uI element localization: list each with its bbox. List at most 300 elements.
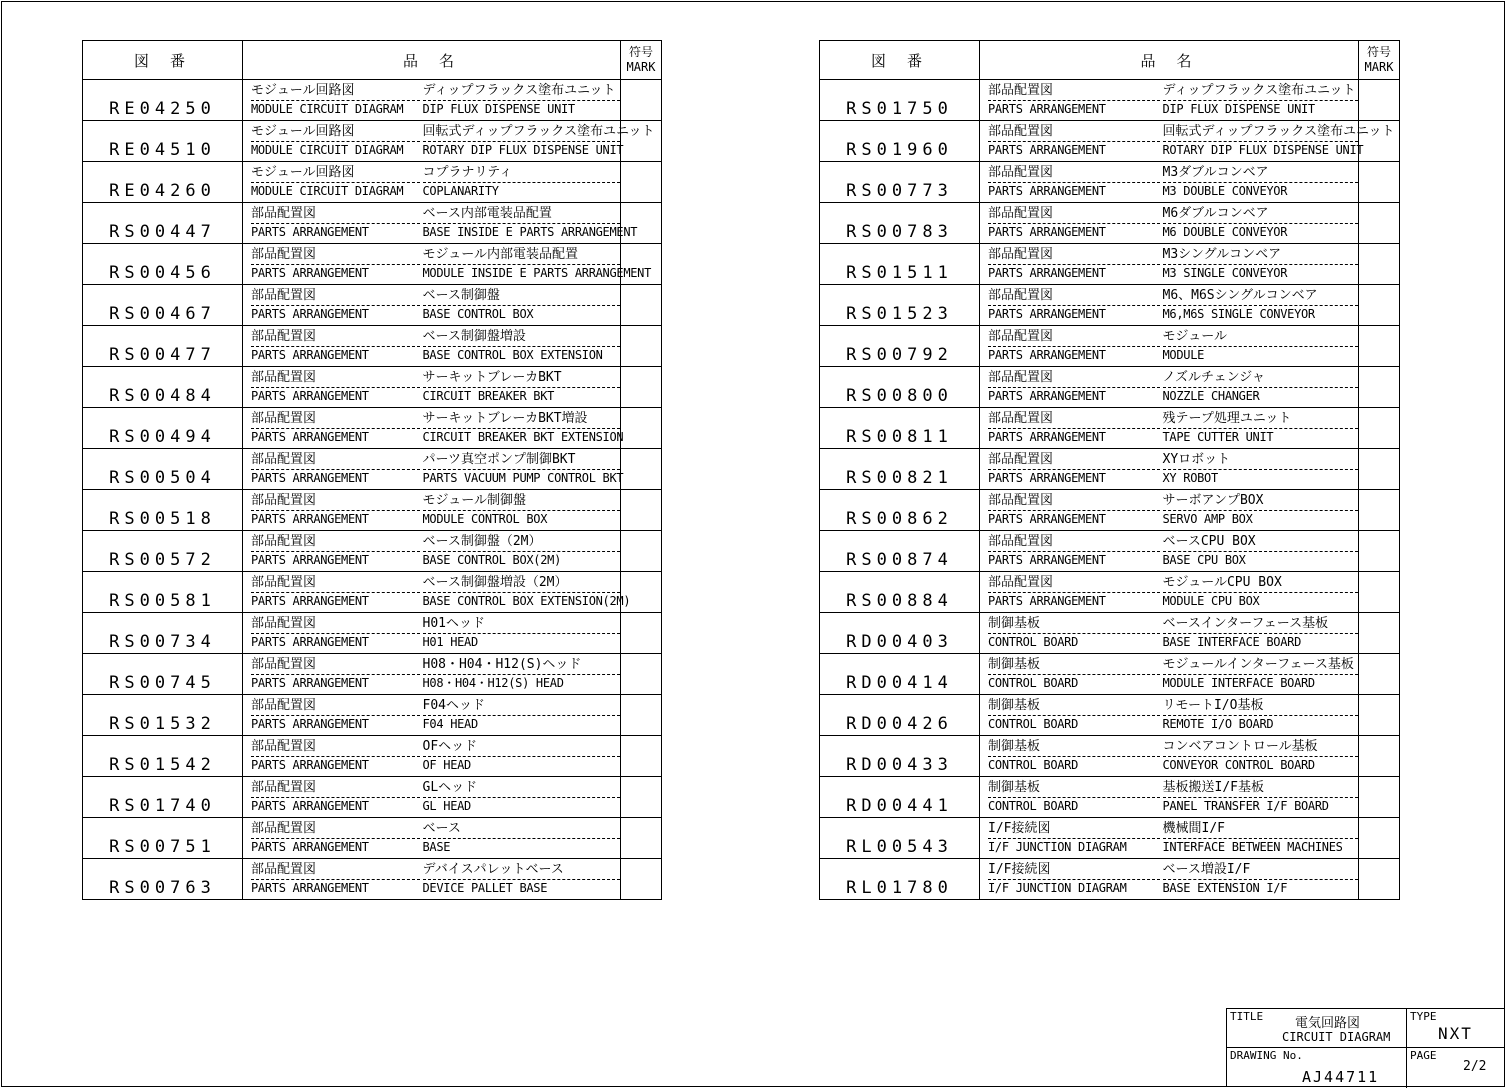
category-ja: モジュール回路図 xyxy=(251,82,420,101)
mark-cell xyxy=(621,367,662,408)
category-ja: 部品配置図 xyxy=(251,656,420,675)
table-row xyxy=(820,449,1400,490)
drawing-category xyxy=(980,367,1160,408)
category-en: PARTS ARRANGEMENT xyxy=(988,512,1106,526)
item-name xyxy=(420,285,621,326)
item-name-en: GL HEAD xyxy=(422,799,471,813)
item-name-ja: OFヘッド xyxy=(423,738,621,757)
item-name xyxy=(420,777,621,818)
item-name-ja: パーツ真空ポンプ制御BKT xyxy=(423,451,621,470)
item-name-en: PANEL TRANSFER I/F BOARD xyxy=(1162,799,1329,813)
drawing-number: RL00543 xyxy=(820,818,980,859)
category-ja: 部品配置図 xyxy=(251,492,420,511)
drawing-category xyxy=(980,859,1160,900)
category-ja: 部品配置図 xyxy=(988,451,1160,470)
mark-cell xyxy=(621,449,662,490)
header-item-name: 品 名 xyxy=(243,41,621,80)
drawing-category xyxy=(243,162,420,203)
item-name-ja: サーキットブレーカBKT xyxy=(423,369,621,388)
item-name-ja: ベース制御盤 xyxy=(423,287,621,306)
item-name xyxy=(1160,859,1359,900)
drawing-category xyxy=(980,777,1160,818)
item-name-ja: ディップフラックス塗布ユニット xyxy=(423,82,621,101)
drawing-category xyxy=(980,203,1160,244)
drawing-category xyxy=(243,285,420,326)
item-name-en: DIP FLUX DISPENSE UNIT xyxy=(1162,102,1315,116)
table-row xyxy=(83,162,662,203)
mark-cell xyxy=(621,695,662,736)
table-row xyxy=(820,244,1400,285)
drawing-number: RS00581 xyxy=(83,572,243,613)
category-ja: 部品配置図 xyxy=(988,369,1160,388)
item-name xyxy=(1160,244,1359,285)
item-name-en: BASE CONTROL BOX EXTENSION xyxy=(422,348,603,362)
drawing-category xyxy=(243,326,420,367)
item-name-en: OF HEAD xyxy=(422,758,471,772)
drawing-number: RE04250 xyxy=(83,80,243,121)
mark-cell xyxy=(1359,572,1400,613)
item-name xyxy=(1160,613,1359,654)
drawing-index-table-right xyxy=(819,40,1400,900)
mark-cell xyxy=(1359,695,1400,736)
category-ja: 部品配置図 xyxy=(988,574,1160,593)
table-row xyxy=(83,695,662,736)
category-ja: 部品配置図 xyxy=(988,82,1160,101)
mark-cell xyxy=(621,654,662,695)
item-name-en: DEVICE PALLET BASE xyxy=(422,881,548,895)
item-name-en: ROTARY DIP FLUX DISPENSE UNIT xyxy=(422,143,624,157)
drawing-number: RS00800 xyxy=(820,367,980,408)
drawing-category xyxy=(980,736,1160,777)
table-row xyxy=(820,285,1400,326)
drawing-category xyxy=(243,490,420,531)
item-name xyxy=(1160,449,1359,490)
category-en: I/F JUNCTION DIAGRAM xyxy=(988,840,1127,854)
page-value: 2/2 xyxy=(1463,1059,1487,1074)
item-name xyxy=(1160,285,1359,326)
header-drawing-no: 図 番 xyxy=(83,41,243,80)
category-en: CONTROL BOARD xyxy=(988,676,1079,690)
category-en: PARTS ARRANGEMENT xyxy=(988,266,1106,280)
item-name xyxy=(1160,654,1359,695)
category-ja: 部品配置図 xyxy=(251,738,420,757)
item-name-ja: モジュールインターフェース基板 xyxy=(1163,656,1359,675)
drawing-number: RS00484 xyxy=(83,367,243,408)
item-name-ja: M6ダブルコンベア xyxy=(1163,205,1359,224)
category-en: PARTS ARRANGEMENT xyxy=(988,430,1106,444)
mark-cell xyxy=(621,613,662,654)
item-name-ja: ディップフラックス塗布ユニット xyxy=(1163,82,1359,101)
item-name-ja: H08・H04・H12(S)ヘッド xyxy=(423,656,621,675)
drawing-category xyxy=(243,613,420,654)
drawing-category xyxy=(980,818,1160,859)
item-name-en: TAPE CUTTER UNIT xyxy=(1162,430,1274,444)
table-row xyxy=(820,80,1400,121)
item-name xyxy=(420,613,621,654)
category-en: PARTS ARRANGEMENT xyxy=(251,389,369,403)
drawing-category xyxy=(980,121,1160,162)
item-name xyxy=(1160,572,1359,613)
item-name-ja: ベース制御盤（2M） xyxy=(423,533,621,552)
item-name-en: PARTS VACUUM PUMP CONTROL BKT xyxy=(422,471,624,485)
table-row xyxy=(820,367,1400,408)
category-en: MODULE CIRCUIT DIAGRAM xyxy=(251,184,404,198)
category-en: CONTROL BOARD xyxy=(988,799,1079,813)
item-name-en: MODULE CONTROL BOX xyxy=(422,512,548,526)
item-name xyxy=(420,531,621,572)
item-name xyxy=(420,654,621,695)
mark-cell xyxy=(1359,613,1400,654)
page-label: PAGE xyxy=(1410,1049,1437,1062)
category-en: PARTS ARRANGEMENT xyxy=(251,758,369,772)
drawing-number: RS00821 xyxy=(820,449,980,490)
table-row xyxy=(820,531,1400,572)
category-ja: 制御基板 xyxy=(988,615,1160,634)
item-name-ja: ベース制御盤増設 xyxy=(423,328,621,347)
drawing-category xyxy=(243,80,420,121)
item-name-en: MODULE INTERFACE BOARD xyxy=(1162,676,1315,690)
item-name xyxy=(1160,326,1359,367)
table-row xyxy=(820,695,1400,736)
table-row xyxy=(83,777,662,818)
title-label: TITLE xyxy=(1230,1010,1264,1023)
table-row xyxy=(83,326,662,367)
item-name-en: BASE CONTROL BOX xyxy=(422,307,534,321)
drawing-category xyxy=(243,203,420,244)
category-ja: 部品配置図 xyxy=(988,492,1160,511)
category-en: PARTS ARRANGEMENT xyxy=(251,594,369,608)
drawing-number: RS00504 xyxy=(83,449,243,490)
drawing-category xyxy=(243,121,420,162)
drawing-number: RD00414 xyxy=(820,654,980,695)
item-name-ja: ノズルチェンジャ xyxy=(1163,369,1359,388)
drawing-category xyxy=(980,449,1160,490)
mark-cell xyxy=(621,285,662,326)
table-row xyxy=(820,121,1400,162)
item-name xyxy=(420,736,621,777)
drawing-category xyxy=(980,613,1160,654)
mark-cell xyxy=(1359,449,1400,490)
drawing-number: RS00792 xyxy=(820,326,980,367)
drawing-number: RS00734 xyxy=(83,613,243,654)
drawing-category xyxy=(243,859,420,900)
table-row xyxy=(820,777,1400,818)
item-name-en: H08・H04・H12(S) HEAD xyxy=(422,676,564,690)
drawing-number: RS00477 xyxy=(83,326,243,367)
drawing-category xyxy=(980,531,1160,572)
category-en: PARTS ARRANGEMENT xyxy=(251,676,369,690)
item-name-en: M3 SINGLE CONVEYOR xyxy=(1162,266,1288,280)
category-ja: モジュール回路図 xyxy=(251,123,420,142)
category-en: PARTS ARRANGEMENT xyxy=(251,348,369,362)
drawing-number: RS00783 xyxy=(820,203,980,244)
table-row xyxy=(820,818,1400,859)
item-name-en: BASE INSIDE E PARTS ARRANGEMENT xyxy=(422,225,638,239)
category-ja: 部品配置図 xyxy=(251,287,420,306)
item-name-en: SERVO AMP BOX xyxy=(1162,512,1253,526)
category-ja: 部品配置図 xyxy=(251,861,420,880)
drawing-category xyxy=(980,490,1160,531)
drawing-category xyxy=(980,162,1160,203)
table-row xyxy=(83,613,662,654)
item-name-ja: サーキットブレーカBKT増設 xyxy=(423,410,621,429)
drawing-number: RS00811 xyxy=(820,408,980,449)
header-mark xyxy=(1359,41,1400,80)
drawing-index-table-left xyxy=(82,40,662,900)
item-name-en: MODULE INSIDE E PARTS ARRANGEMENT xyxy=(422,266,652,280)
table-row xyxy=(820,572,1400,613)
drawing-number: RS01750 xyxy=(820,80,980,121)
header-item-name: 品 名 xyxy=(980,41,1359,80)
item-name-ja: 残テープ処理ユニット xyxy=(1163,410,1359,429)
item-name xyxy=(1160,80,1359,121)
category-en: CONTROL BOARD xyxy=(988,717,1079,731)
drawing-number: RS00745 xyxy=(83,654,243,695)
type-label: TYPE xyxy=(1410,1010,1437,1023)
mark-cell xyxy=(1359,244,1400,285)
mark-cell xyxy=(621,326,662,367)
item-name-ja: モジュールCPU BOX xyxy=(1163,574,1359,593)
table-row xyxy=(820,326,1400,367)
item-name-ja: 回転式ディップフラックス塗布ユニット xyxy=(1163,123,1359,142)
category-ja: 部品配置図 xyxy=(251,615,420,634)
category-en: PARTS ARRANGEMENT xyxy=(251,225,369,239)
item-name-ja: ベース内部電装品配置 xyxy=(423,205,621,224)
item-name xyxy=(1160,777,1359,818)
drawing-number: RD00426 xyxy=(820,695,980,736)
category-ja: 制御基板 xyxy=(988,656,1160,675)
drawing-number: RE04260 xyxy=(83,162,243,203)
category-ja: 部品配置図 xyxy=(988,205,1160,224)
drawing-category xyxy=(243,449,420,490)
drawing-number: RD00403 xyxy=(820,613,980,654)
mark-cell xyxy=(1359,326,1400,367)
item-name-ja: ベースCPU BOX xyxy=(1163,533,1359,552)
category-en: PARTS ARRANGEMENT xyxy=(988,102,1106,116)
mark-cell xyxy=(621,408,662,449)
item-name-ja: 回転式ディップフラックス塗布ユニット xyxy=(423,123,621,142)
category-ja: 部品配置図 xyxy=(988,246,1160,265)
title-ja: 電気回路図 xyxy=(1295,1016,1361,1031)
mark-cell xyxy=(1359,367,1400,408)
category-en: PARTS ARRANGEMENT xyxy=(988,143,1106,157)
category-en: PARTS ARRANGEMENT xyxy=(988,471,1106,485)
drawing-number: RS00862 xyxy=(820,490,980,531)
category-en: PARTS ARRANGEMENT xyxy=(251,471,369,485)
drawing-number: RS01740 xyxy=(83,777,243,818)
category-en: PARTS ARRANGEMENT xyxy=(988,594,1106,608)
category-ja: 部品配置図 xyxy=(251,533,420,552)
category-ja: 部品配置図 xyxy=(251,369,420,388)
item-name-ja: M6、M6Sシングルコンベア xyxy=(1163,287,1359,306)
category-en: PARTS ARRANGEMENT xyxy=(988,184,1106,198)
mark-cell xyxy=(621,818,662,859)
category-ja: 部品配置図 xyxy=(988,410,1160,429)
drawing-number: RS00773 xyxy=(820,162,980,203)
item-name-ja: ベース増設I/F xyxy=(1163,861,1359,880)
category-en: PARTS ARRANGEMENT xyxy=(251,266,369,280)
category-en: PARTS ARRANGEMENT xyxy=(251,553,369,567)
mark-cell xyxy=(1359,736,1400,777)
category-en: PARTS ARRANGEMENT xyxy=(988,307,1106,321)
mark-cell xyxy=(621,736,662,777)
table-row xyxy=(83,572,662,613)
category-en: PARTS ARRANGEMENT xyxy=(988,553,1106,567)
drawing-category xyxy=(980,326,1160,367)
title-block xyxy=(1226,1008,1504,1087)
item-name xyxy=(420,408,624,449)
item-name-en: MODULE xyxy=(1162,348,1205,362)
category-ja: 部品配置図 xyxy=(251,328,420,347)
category-ja: モジュール回路図 xyxy=(251,164,420,183)
table-row xyxy=(83,203,662,244)
item-name xyxy=(420,326,621,367)
item-name-en: M3 DOUBLE CONVEYOR xyxy=(1162,184,1288,198)
category-ja: 部品配置図 xyxy=(988,287,1160,306)
category-en: PARTS ARRANGEMENT xyxy=(251,799,369,813)
drawing-category xyxy=(243,736,420,777)
item-name-ja: リモートI/O基板 xyxy=(1163,697,1359,716)
item-name-ja: サーボアンプBOX xyxy=(1163,492,1359,511)
drawing-number: RS00494 xyxy=(83,408,243,449)
item-name xyxy=(420,162,621,203)
item-name-ja: M3シングルコンベア xyxy=(1163,246,1359,265)
header-drawing-no: 図 番 xyxy=(820,41,980,80)
mark-cell xyxy=(1359,531,1400,572)
category-ja: 部品配置図 xyxy=(251,779,420,798)
item-name xyxy=(1160,531,1359,572)
drawing-category xyxy=(980,572,1160,613)
item-name xyxy=(420,121,655,162)
item-name-ja: 機械間I/F xyxy=(1163,820,1359,839)
table-header-row xyxy=(83,41,662,80)
mark-cell xyxy=(1359,777,1400,818)
category-en: MODULE CIRCUIT DIAGRAM xyxy=(251,102,404,116)
mark-cell xyxy=(1359,408,1400,449)
drawing-number: RS00447 xyxy=(83,203,243,244)
item-name xyxy=(420,818,621,859)
mark-cell xyxy=(621,777,662,818)
item-name xyxy=(420,859,621,900)
drawing-category xyxy=(980,244,1160,285)
item-name-ja: モジュール xyxy=(1163,328,1359,347)
title-en: CIRCUIT DIAGRAM xyxy=(1282,1030,1391,1044)
category-en: PARTS ARRANGEMENT xyxy=(251,717,369,731)
category-en: PARTS ARRANGEMENT xyxy=(251,635,369,649)
table-row xyxy=(820,408,1400,449)
item-name xyxy=(1160,121,1395,162)
item-name-ja: H01ヘッド xyxy=(423,615,621,634)
table-row xyxy=(83,490,662,531)
mark-cell xyxy=(1359,654,1400,695)
item-name xyxy=(1160,408,1359,449)
item-name xyxy=(420,490,621,531)
table-row xyxy=(820,203,1400,244)
drawing-number: RS00884 xyxy=(820,572,980,613)
drawing-no-value: AJ44711 xyxy=(1302,1068,1380,1086)
item-name-ja: モジュール制御盤 xyxy=(423,492,621,511)
drawing-category xyxy=(980,80,1160,121)
category-en: CONTROL BOARD xyxy=(988,635,1079,649)
header-mark-ja: 符号 xyxy=(628,45,653,59)
drawing-category xyxy=(243,408,420,449)
item-name-en: MODULE CPU BOX xyxy=(1162,594,1260,608)
table-row xyxy=(83,121,662,162)
item-name-en: DIP FLUX DISPENSE UNIT xyxy=(422,102,575,116)
category-en: PARTS ARRANGEMENT xyxy=(251,881,369,895)
drawing-category xyxy=(980,285,1160,326)
item-name xyxy=(1160,162,1359,203)
mark-cell xyxy=(621,162,662,203)
category-ja: 部品配置図 xyxy=(251,451,420,470)
category-en: PARTS ARRANGEMENT xyxy=(251,307,369,321)
category-ja: 制御基板 xyxy=(988,697,1160,716)
drawing-number: RD00441 xyxy=(820,777,980,818)
category-ja: 部品配置図 xyxy=(251,205,420,224)
drawing-category xyxy=(243,818,420,859)
drawing-number: RE04510 xyxy=(83,121,243,162)
type-value: NXT xyxy=(1438,1024,1473,1043)
drawing-category xyxy=(243,572,420,613)
category-en: MODULE CIRCUIT DIAGRAM xyxy=(251,143,404,157)
drawing-number: RS00518 xyxy=(83,490,243,531)
drawing-number: RS00456 xyxy=(83,244,243,285)
table-header-row xyxy=(820,41,1400,80)
item-name-en: M6 DOUBLE CONVEYOR xyxy=(1162,225,1288,239)
table-row xyxy=(83,244,662,285)
item-name-en: BASE CONTROL BOX EXTENSION(2M) xyxy=(422,594,631,608)
table-row xyxy=(83,80,662,121)
category-ja: 部品配置図 xyxy=(988,328,1160,347)
table-row xyxy=(83,531,662,572)
item-name xyxy=(1160,818,1359,859)
table-row xyxy=(820,613,1400,654)
category-ja: 制御基板 xyxy=(988,779,1160,798)
item-name-en: BASE xyxy=(422,840,451,854)
table-row xyxy=(83,408,662,449)
drawing-number: RD00433 xyxy=(820,736,980,777)
mark-cell xyxy=(1359,203,1400,244)
item-name-en: BASE INTERFACE BOARD xyxy=(1162,635,1301,649)
drawing-number: RS01523 xyxy=(820,285,980,326)
drawing-number: RS01532 xyxy=(83,695,243,736)
item-name-en: REMOTE I/O BOARD xyxy=(1162,717,1274,731)
drawing-number: RS01960 xyxy=(820,121,980,162)
item-name-ja: 基板搬送I/F基板 xyxy=(1163,779,1359,798)
drawing-category xyxy=(980,654,1160,695)
table-row xyxy=(83,367,662,408)
category-ja: 部品配置図 xyxy=(251,820,420,839)
mark-cell xyxy=(1359,859,1400,900)
drawing-number: RS01542 xyxy=(83,736,243,777)
header-mark xyxy=(621,41,662,80)
drawing-number: RS01511 xyxy=(820,244,980,285)
item-name xyxy=(1160,203,1359,244)
header-mark-en: MARK xyxy=(1364,60,1394,74)
item-name xyxy=(420,80,621,121)
item-name-ja: M3ダブルコンベア xyxy=(1163,164,1359,183)
item-name-en: COPLANARITY xyxy=(422,184,499,198)
mark-cell xyxy=(621,490,662,531)
mark-cell xyxy=(1359,818,1400,859)
category-en: I/F JUNCTION DIAGRAM xyxy=(988,881,1127,895)
drawing-no-label: DRAWING No. xyxy=(1230,1049,1303,1062)
item-name-en: NOZZLE CHANGER xyxy=(1162,389,1260,403)
item-name-en: H01 HEAD xyxy=(422,635,478,649)
item-name-en: BASE CPU BOX xyxy=(1162,553,1246,567)
category-en: PARTS ARRANGEMENT xyxy=(251,430,369,444)
category-ja: I/F接続図 xyxy=(988,861,1160,880)
